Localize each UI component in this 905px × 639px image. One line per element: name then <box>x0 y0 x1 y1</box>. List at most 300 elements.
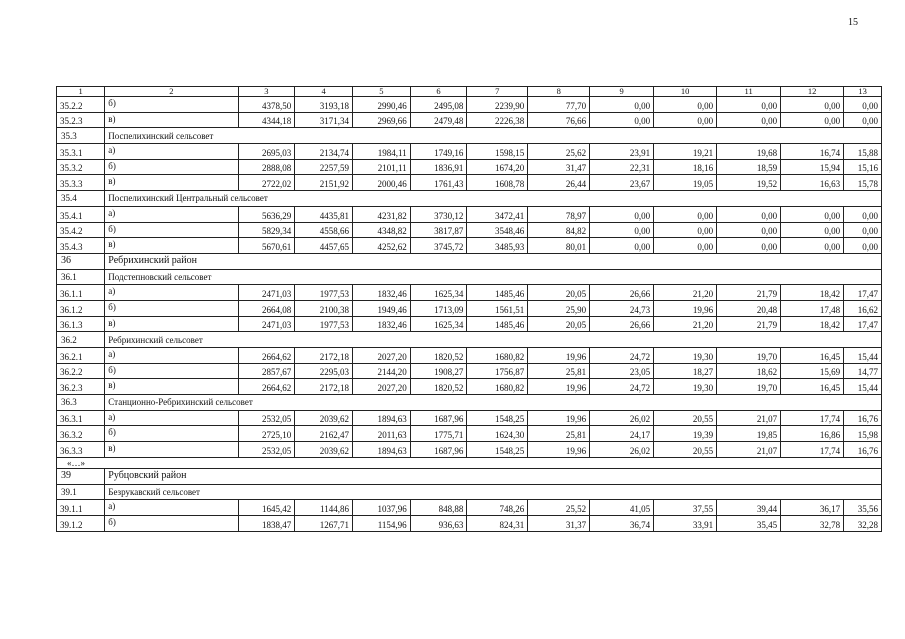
value-cell: 0,00 <box>590 238 654 254</box>
value-cell: 16,76 <box>844 442 882 458</box>
value-cell: 1977,53 <box>295 285 353 301</box>
table-row <box>57 442 882 458</box>
value-cell: 17,74 <box>781 442 844 458</box>
value-cell: 33,91 <box>654 515 717 531</box>
value-cell: 41,05 <box>590 500 654 516</box>
value-cell: 1485,46 <box>467 316 528 332</box>
value-cell: 16,63 <box>781 175 844 191</box>
value-cell: 18,62 <box>717 363 781 379</box>
value-cell: 2151,92 <box>295 175 353 191</box>
row-code: 36.1.2 <box>57 300 105 316</box>
value-cell: 824,31 <box>467 515 528 531</box>
value-cell: 2495,08 <box>410 97 467 113</box>
value-cell: 20,55 <box>654 442 717 458</box>
value-cell: 2226,38 <box>467 112 528 128</box>
value-cell: 19,70 <box>717 379 781 395</box>
section-row <box>57 269 882 285</box>
column-header: 6 <box>410 87 467 97</box>
section-title: Ребрихинский район <box>105 253 882 269</box>
value-cell: 2722,02 <box>238 175 295 191</box>
section-title: Безрукавский сельсовет <box>105 484 882 500</box>
value-cell: 25,81 <box>528 363 590 379</box>
table-row <box>57 410 882 426</box>
value-cell: 22,31 <box>590 159 654 175</box>
value-cell: 26,02 <box>590 410 654 426</box>
column-header: 7 <box>467 87 528 97</box>
value-cell: 3193,18 <box>295 97 353 113</box>
value-cell: 21,07 <box>717 410 781 426</box>
section-row <box>57 332 882 348</box>
table-row <box>57 159 882 175</box>
value-cell: 0,00 <box>590 222 654 238</box>
value-cell: 36,74 <box>590 515 654 531</box>
table-body <box>57 87 882 532</box>
value-cell: 0,00 <box>781 206 844 222</box>
section-row <box>57 128 882 144</box>
value-cell: 16,76 <box>844 410 882 426</box>
value-cell: 0,00 <box>717 97 781 113</box>
row-label: б) <box>105 515 238 531</box>
value-cell: 35,45 <box>717 515 781 531</box>
value-cell: 2144,20 <box>352 363 410 379</box>
value-cell: 2134,74 <box>295 144 353 160</box>
value-cell: 1761,43 <box>410 175 467 191</box>
section-title: Поспелихинский сельсовет <box>105 128 882 144</box>
value-cell: 1820,52 <box>410 379 467 395</box>
value-cell: 0,00 <box>844 97 882 113</box>
value-cell: 0,00 <box>781 238 844 254</box>
row-code: 36.1 <box>57 269 105 285</box>
value-cell: 19,30 <box>654 348 717 364</box>
value-cell: 3171,34 <box>295 112 353 128</box>
value-cell: 4252,62 <box>352 238 410 254</box>
value-cell: 16,74 <box>781 144 844 160</box>
row-label: б) <box>105 97 238 113</box>
value-cell: 16,45 <box>781 379 844 395</box>
value-cell: 936,63 <box>410 515 467 531</box>
column-header: 4 <box>295 87 353 97</box>
value-cell: 1832,46 <box>352 316 410 332</box>
value-cell: 2101,11 <box>352 159 410 175</box>
value-cell: 20,05 <box>528 285 590 301</box>
row-code: 36.3.3 <box>57 442 105 458</box>
value-cell: 1608,78 <box>467 175 528 191</box>
row-label: б) <box>105 363 238 379</box>
value-cell: 15,78 <box>844 175 882 191</box>
value-cell: 19,70 <box>717 348 781 364</box>
value-cell: 78,97 <box>528 206 590 222</box>
value-cell: 1561,51 <box>467 300 528 316</box>
value-cell: 1687,96 <box>410 410 467 426</box>
value-cell: 0,00 <box>717 206 781 222</box>
value-cell: 21,79 <box>717 316 781 332</box>
value-cell: 5829,34 <box>238 222 295 238</box>
value-cell: 37,55 <box>654 500 717 516</box>
value-cell: 1548,25 <box>467 410 528 426</box>
row-code: 35.2.2 <box>57 97 105 113</box>
row-code: 35.4.1 <box>57 206 105 222</box>
data-table <box>56 86 882 532</box>
table-row <box>57 348 882 364</box>
column-header: 10 <box>654 87 717 97</box>
value-cell: 26,44 <box>528 175 590 191</box>
row-label: а) <box>105 206 238 222</box>
value-cell: 2039,62 <box>295 442 353 458</box>
row-code: 36.3 <box>57 395 105 411</box>
row-code: 36.3.2 <box>57 426 105 442</box>
value-cell: 1625,34 <box>410 285 467 301</box>
ellipsis-text: «…» <box>57 457 882 468</box>
value-cell: 4457,65 <box>295 238 353 254</box>
value-cell: 3485,93 <box>467 238 528 254</box>
value-cell: 1949,46 <box>352 300 410 316</box>
value-cell: 18,42 <box>781 316 844 332</box>
value-cell: 1977,53 <box>295 316 353 332</box>
value-cell: 18,59 <box>717 159 781 175</box>
value-cell: 77,70 <box>528 97 590 113</box>
value-cell: 2100,38 <box>295 300 353 316</box>
value-cell: 2172,18 <box>295 348 353 364</box>
table-row <box>57 238 882 254</box>
row-label: в) <box>105 238 238 254</box>
value-cell: 21,79 <box>717 285 781 301</box>
value-cell: 31,47 <box>528 159 590 175</box>
row-code: 39 <box>57 468 105 484</box>
value-cell: 2664,62 <box>238 348 295 364</box>
table-row <box>57 300 882 316</box>
value-cell: 3472,41 <box>467 206 528 222</box>
value-cell: 21,20 <box>654 285 717 301</box>
value-cell: 32,78 <box>781 515 844 531</box>
value-cell: 20,55 <box>654 410 717 426</box>
value-cell: 0,00 <box>844 206 882 222</box>
row-code: 35.4 <box>57 191 105 207</box>
row-label: в) <box>105 175 238 191</box>
value-cell: 3730,12 <box>410 206 467 222</box>
value-cell: 19,39 <box>654 426 717 442</box>
value-cell: 2011,63 <box>352 426 410 442</box>
row-code: 39.1.2 <box>57 515 105 531</box>
value-cell: 17,48 <box>781 300 844 316</box>
value-cell: 1680,82 <box>467 348 528 364</box>
row-code: 36.3.1 <box>57 410 105 426</box>
value-cell: 2257,59 <box>295 159 353 175</box>
value-cell: 2172,18 <box>295 379 353 395</box>
value-cell: 4435,81 <box>295 206 353 222</box>
value-cell: 5670,61 <box>238 238 295 254</box>
column-header: 11 <box>717 87 781 97</box>
value-cell: 0,00 <box>781 97 844 113</box>
value-cell: 848,88 <box>410 500 467 516</box>
row-code: 36.2.3 <box>57 379 105 395</box>
row-code: 35.3.3 <box>57 175 105 191</box>
row-code: 35.4.2 <box>57 222 105 238</box>
row-label: а) <box>105 500 238 516</box>
column-header: 13 <box>844 87 882 97</box>
row-label: б) <box>105 222 238 238</box>
section-row <box>57 191 882 207</box>
value-cell: 15,44 <box>844 348 882 364</box>
value-cell: 4344,18 <box>238 112 295 128</box>
value-cell: 0,00 <box>590 112 654 128</box>
table-row <box>57 144 882 160</box>
table-row <box>57 316 882 332</box>
value-cell: 2695,03 <box>238 144 295 160</box>
row-label: в) <box>105 379 238 395</box>
value-cell: 0,00 <box>654 97 717 113</box>
value-cell: 748,26 <box>467 500 528 516</box>
column-header: 5 <box>352 87 410 97</box>
row-code: 36.1.1 <box>57 285 105 301</box>
value-cell: 2969,66 <box>352 112 410 128</box>
column-header: 12 <box>781 87 844 97</box>
value-cell: 24,17 <box>590 426 654 442</box>
value-cell: 2888,08 <box>238 159 295 175</box>
value-cell: 18,16 <box>654 159 717 175</box>
value-cell: 18,27 <box>654 363 717 379</box>
value-cell: 4231,82 <box>352 206 410 222</box>
table-row <box>57 112 882 128</box>
value-cell: 2479,48 <box>410 112 467 128</box>
table-row <box>57 363 882 379</box>
value-cell: 20,05 <box>528 316 590 332</box>
value-cell: 16,45 <box>781 348 844 364</box>
value-cell: 19,21 <box>654 144 717 160</box>
table-row <box>57 285 882 301</box>
value-cell: 2664,62 <box>238 379 295 395</box>
value-cell: 19,96 <box>528 410 590 426</box>
column-header: 8 <box>528 87 590 97</box>
table-row <box>57 97 882 113</box>
value-cell: 23,05 <box>590 363 654 379</box>
value-cell: 1838,47 <box>238 515 295 531</box>
value-cell: 26,66 <box>590 316 654 332</box>
value-cell: 2857,67 <box>238 363 295 379</box>
row-code: 35.4.3 <box>57 238 105 254</box>
value-cell: 2162,47 <box>295 426 353 442</box>
value-cell: 1775,71 <box>410 426 467 442</box>
value-cell: 1624,30 <box>467 426 528 442</box>
row-label: б) <box>105 300 238 316</box>
section-title: Поспелихинский Центральный сельсовет <box>105 191 882 207</box>
column-header: 3 <box>238 87 295 97</box>
value-cell: 1548,25 <box>467 442 528 458</box>
value-cell: 25,90 <box>528 300 590 316</box>
value-cell: 1687,96 <box>410 442 467 458</box>
value-cell: 24,72 <box>590 379 654 395</box>
value-cell: 0,00 <box>590 97 654 113</box>
value-cell: 25,62 <box>528 144 590 160</box>
value-cell: 17,47 <box>844 285 882 301</box>
row-code: 35.3.2 <box>57 159 105 175</box>
column-header: 2 <box>105 87 238 97</box>
row-label: в) <box>105 112 238 128</box>
table-row <box>57 222 882 238</box>
value-cell: 80,01 <box>528 238 590 254</box>
value-cell: 1756,87 <box>467 363 528 379</box>
row-code: 36.1.3 <box>57 316 105 332</box>
column-header: 1 <box>57 87 105 97</box>
value-cell: 5636,29 <box>238 206 295 222</box>
value-cell: 1713,09 <box>410 300 467 316</box>
value-cell: 15,16 <box>844 159 882 175</box>
section-row <box>57 484 882 500</box>
value-cell: 1154,96 <box>352 515 410 531</box>
row-code: 39.1.1 <box>57 500 105 516</box>
value-cell: 0,00 <box>717 112 781 128</box>
value-cell: 17,47 <box>844 316 882 332</box>
value-cell: 21,20 <box>654 316 717 332</box>
row-code: 39.1 <box>57 484 105 500</box>
district-row <box>57 253 882 269</box>
value-cell: 2532,05 <box>238 410 295 426</box>
value-cell: 2295,03 <box>295 363 353 379</box>
value-cell: 1267,71 <box>295 515 353 531</box>
value-cell: 3548,46 <box>467 222 528 238</box>
value-cell: 17,74 <box>781 410 844 426</box>
value-cell: 26,66 <box>590 285 654 301</box>
value-cell: 36,17 <box>781 500 844 516</box>
row-code: 36.2.1 <box>57 348 105 364</box>
value-cell: 2027,20 <box>352 348 410 364</box>
row-code: 35.3.1 <box>57 144 105 160</box>
value-cell: 1485,46 <box>467 285 528 301</box>
value-cell: 15,69 <box>781 363 844 379</box>
value-cell: 2239,90 <box>467 97 528 113</box>
table-row <box>57 426 882 442</box>
row-label: а) <box>105 348 238 364</box>
value-cell: 2725,10 <box>238 426 295 442</box>
value-cell: 1820,52 <box>410 348 467 364</box>
value-cell: 0,00 <box>654 238 717 254</box>
value-cell: 23,91 <box>590 144 654 160</box>
value-cell: 4558,66 <box>295 222 353 238</box>
value-cell: 0,00 <box>654 112 717 128</box>
value-cell: 0,00 <box>717 238 781 254</box>
value-cell: 2027,20 <box>352 379 410 395</box>
value-cell: 2039,62 <box>295 410 353 426</box>
table-row <box>57 206 882 222</box>
value-cell: 84,82 <box>528 222 590 238</box>
value-cell: 1625,34 <box>410 316 467 332</box>
value-cell: 0,00 <box>654 206 717 222</box>
value-cell: 3817,87 <box>410 222 467 238</box>
value-cell: 26,02 <box>590 442 654 458</box>
value-cell: 19,30 <box>654 379 717 395</box>
value-cell: 19,96 <box>528 379 590 395</box>
value-cell: 1836,91 <box>410 159 467 175</box>
value-cell: 1645,42 <box>238 500 295 516</box>
value-cell: 18,42 <box>781 285 844 301</box>
table-row <box>57 175 882 191</box>
value-cell: 25,52 <box>528 500 590 516</box>
value-cell: 19,96 <box>528 442 590 458</box>
table-row <box>57 379 882 395</box>
value-cell: 76,66 <box>528 112 590 128</box>
value-cell: 1832,46 <box>352 285 410 301</box>
value-cell: 32,28 <box>844 515 882 531</box>
column-header-row <box>57 87 882 97</box>
table-row <box>57 500 882 516</box>
row-code: 35.3 <box>57 128 105 144</box>
value-cell: 2000,46 <box>352 175 410 191</box>
value-cell: 16,62 <box>844 300 882 316</box>
value-cell: 35,56 <box>844 500 882 516</box>
value-cell: 15,98 <box>844 426 882 442</box>
value-cell: 1894,63 <box>352 442 410 458</box>
value-cell: 2532,05 <box>238 442 295 458</box>
value-cell: 24,73 <box>590 300 654 316</box>
value-cell: 0,00 <box>717 222 781 238</box>
value-cell: 1598,15 <box>467 144 528 160</box>
value-cell: 2471,03 <box>238 316 295 332</box>
row-code: 36.2 <box>57 332 105 348</box>
value-cell: 1674,20 <box>467 159 528 175</box>
value-cell: 20,48 <box>717 300 781 316</box>
value-cell: 16,86 <box>781 426 844 442</box>
value-cell: 2664,08 <box>238 300 295 316</box>
value-cell: 19,05 <box>654 175 717 191</box>
ellipsis-row <box>57 457 882 468</box>
row-label: б) <box>105 159 238 175</box>
row-label: в) <box>105 316 238 332</box>
table-row <box>57 515 882 531</box>
value-cell: 1144,86 <box>295 500 353 516</box>
value-cell: 39,44 <box>717 500 781 516</box>
value-cell: 15,88 <box>844 144 882 160</box>
page-number: 15 <box>848 17 858 28</box>
value-cell: 15,44 <box>844 379 882 395</box>
value-cell: 14,77 <box>844 363 882 379</box>
value-cell: 19,96 <box>528 348 590 364</box>
column-header: 9 <box>590 87 654 97</box>
row-label: б) <box>105 426 238 442</box>
value-cell: 21,07 <box>717 442 781 458</box>
value-cell: 19,85 <box>717 426 781 442</box>
value-cell: 0,00 <box>654 222 717 238</box>
row-label: в) <box>105 442 238 458</box>
value-cell: 15,94 <box>781 159 844 175</box>
value-cell: 19,52 <box>717 175 781 191</box>
value-cell: 19,96 <box>654 300 717 316</box>
value-cell: 19,68 <box>717 144 781 160</box>
section-title: Подстепновский сельсовет <box>105 269 882 285</box>
value-cell: 23,67 <box>590 175 654 191</box>
value-cell: 2471,03 <box>238 285 295 301</box>
value-cell: 1749,16 <box>410 144 467 160</box>
value-cell: 0,00 <box>781 112 844 128</box>
row-label: а) <box>105 144 238 160</box>
value-cell: 1680,82 <box>467 379 528 395</box>
value-cell: 4348,82 <box>352 222 410 238</box>
value-cell: 1037,96 <box>352 500 410 516</box>
value-cell: 0,00 <box>590 206 654 222</box>
section-title: Станционно-Ребрихинский сельсовет <box>105 395 882 411</box>
value-cell: 31,37 <box>528 515 590 531</box>
value-cell: 0,00 <box>844 222 882 238</box>
value-cell: 25,81 <box>528 426 590 442</box>
section-row <box>57 395 882 411</box>
value-cell: 1908,27 <box>410 363 467 379</box>
value-cell: 0,00 <box>844 112 882 128</box>
value-cell: 1984,11 <box>352 144 410 160</box>
row-code: 35.2.3 <box>57 112 105 128</box>
value-cell: 1894,63 <box>352 410 410 426</box>
value-cell: 2990,46 <box>352 97 410 113</box>
section-title: Ребрихинский сельсовет <box>105 332 882 348</box>
row-label: а) <box>105 410 238 426</box>
value-cell: 0,00 <box>844 238 882 254</box>
